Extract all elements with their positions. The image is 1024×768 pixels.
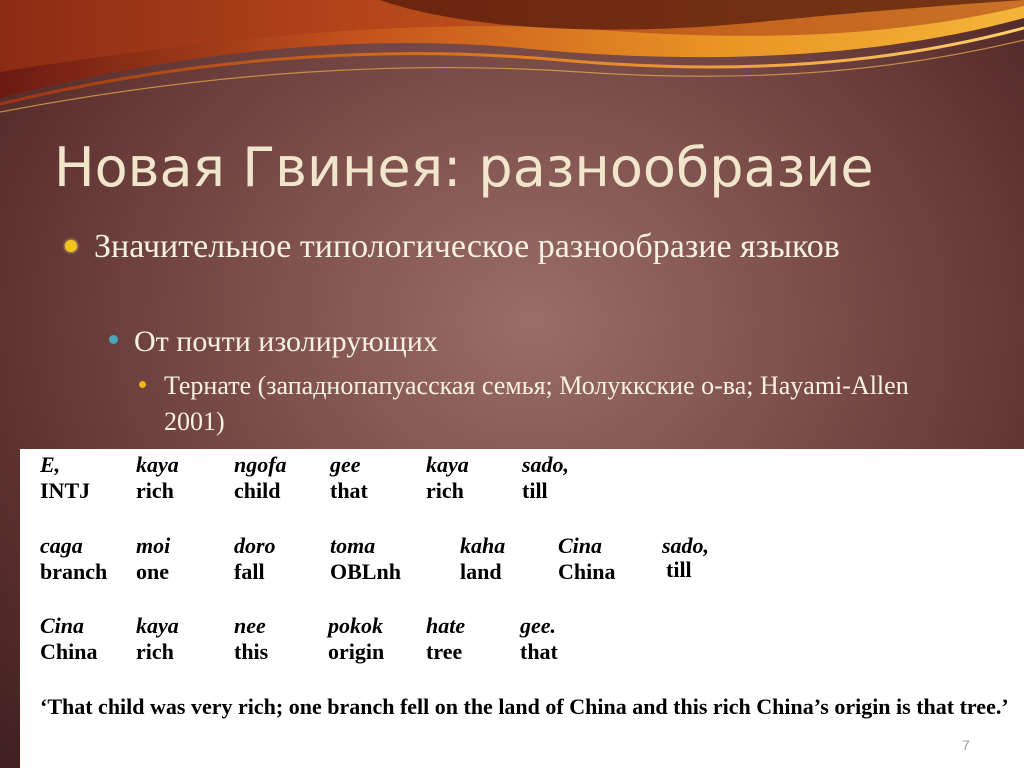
bullet-level1: Значительное типологическое разнообразие языков (94, 228, 840, 265)
bullet-level2: От почти изолирующих (134, 325, 438, 358)
gloss-word: rich (136, 478, 174, 503)
gloss-source-word: gee. (520, 613, 557, 638)
gloss-source-word: sado, (662, 533, 710, 558)
slide-title: Новая Гвинея: разнообразие (54, 136, 874, 199)
gloss-source-word: moi (136, 533, 171, 558)
gloss-source-word: Cina (40, 613, 85, 638)
gloss-source-word: nee (234, 613, 266, 638)
decorative-banner (0, 0, 1024, 130)
gloss-word: one (136, 559, 169, 584)
gloss-word: China (40, 639, 98, 664)
gloss-word: rich (136, 639, 174, 664)
gloss-source-word: sado, (522, 452, 570, 477)
gloss-word: till (522, 478, 548, 503)
gloss-word: till (666, 557, 692, 582)
gloss-word: child (234, 478, 281, 503)
gloss-word: China (558, 559, 616, 584)
gloss-word: land (460, 559, 502, 584)
gloss-source-word: Cina (558, 533, 603, 558)
gloss-word: this (234, 639, 269, 664)
page-number: 7 (962, 737, 970, 753)
gloss-word: rich (426, 478, 464, 503)
gloss-source-word: ngofa (234, 452, 287, 477)
gloss-word: that (330, 478, 368, 503)
gloss-word: INTJ (40, 478, 91, 503)
gloss-word: that (520, 639, 558, 664)
bullet-marker-level2 (109, 335, 118, 344)
bullet-marker-level1 (65, 240, 77, 252)
gloss-word: OBLnh (330, 559, 401, 584)
gloss-free-translation: ‘That child was very rich; one branch fell on the land of China and this rich China’s origin is that tree.’ (40, 694, 1009, 719)
gloss-source-word: kaha (460, 533, 506, 558)
gloss-source-word: gee (330, 452, 361, 477)
bullet-marker-level3 (139, 381, 146, 388)
gloss-source-word: kaya (136, 452, 179, 477)
gloss-word: branch (40, 559, 108, 584)
gloss-source-word: doro (234, 533, 276, 558)
gloss-source-word: E, (40, 452, 61, 477)
gloss-word: origin (328, 639, 385, 664)
gloss-source-word: caga (40, 533, 83, 558)
bullet-level3: Тернате (западнопапуасская семья; Молуккские о-ва; Hayami-Allen 2001) (164, 371, 909, 436)
interlinear-gloss-panel (20, 449, 1024, 768)
gloss-word: fall (234, 559, 265, 584)
gloss-source-word: hate (426, 613, 466, 638)
gloss-source-word: pokok (328, 613, 383, 638)
gloss-word: tree (426, 639, 463, 664)
gloss-source-word: kaya (426, 452, 469, 477)
gloss-source-word: kaya (136, 613, 179, 638)
gloss-source-word: toma (330, 533, 376, 558)
